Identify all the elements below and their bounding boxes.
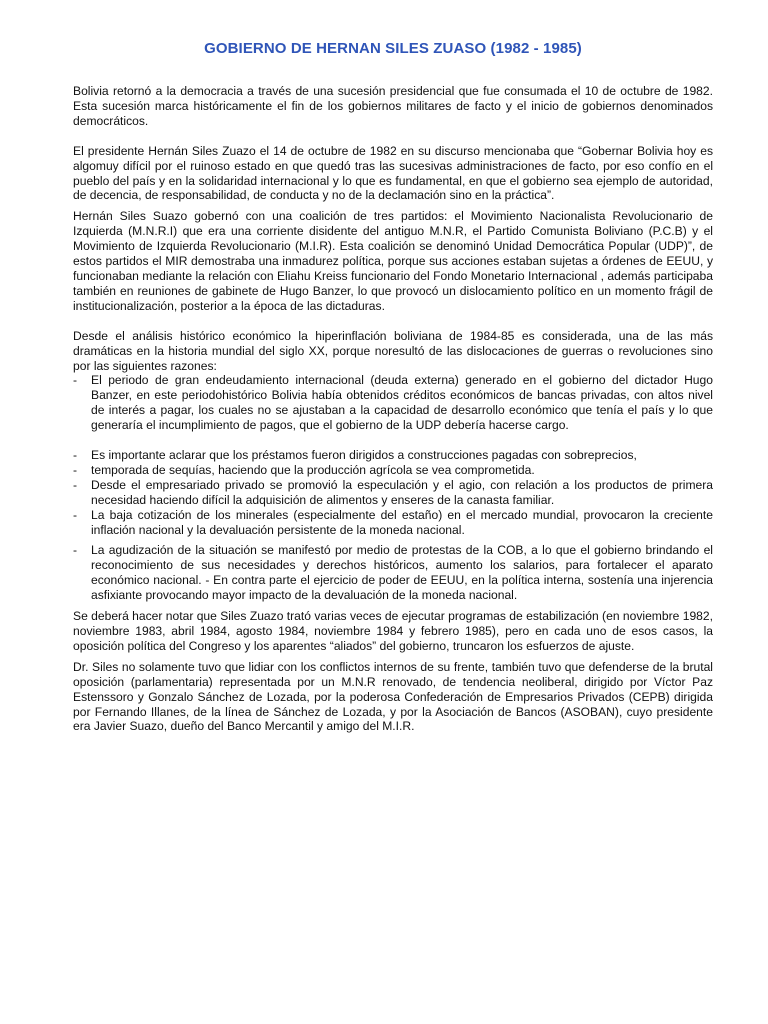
paragraph-stabilization: Se deberá hacer notar que Siles Zuazo trató varias veces de ejecutar programas de estabilización (en noviembre 1982, noviembre 1983, abril 1984, agosto 1984, noviembre 1984 y febrero 1985), pero en cada uno de esos casos, la oposición política del Congreso y los aparentes “aliados” del gobierno, truncaron los esfuerzos de ajuste. — [73, 609, 713, 653]
list-item-text: Desde el empresariado privado se promovió la especulación y el agio, con relación a los productos de primera necesidad haciendo difícil la adquisición de alimentos y enseres de la canasta familiar. — [91, 477, 713, 507]
bullet-dash: - — [73, 543, 78, 558]
paragraph-spacer — [73, 433, 713, 448]
bullet-dash: - — [73, 373, 78, 388]
list-item — [73, 448, 713, 463]
list-item — [73, 508, 713, 538]
list-item — [73, 373, 713, 433]
paragraph-opposition: Dr. Siles no solamente tuvo que lidiar con los conflictos internos de su frente, también tuvo que defenderse de la brutal oposición (parlamentaria) representada por un M.N.R renovado, de tendencia neoliberal, dirigido por Víctor Paz Estenssoro y Gonzalo Sánchez de Lozada, por la poderosa Confederación de Empresarios Privados (CEPB) dirigida por Fernando Illanes, de la línea de Sánchez de Lozada, y por la Asociación de Bancos (ASOBAN), cuyo presidente era Javier Suazo, dueño del Banco Mercantil y amigo del M.I.R. — [73, 659, 713, 734]
list-item-text: La baja cotización de los minerales (especialmente del estaño) en el mercado mundial, provocaron la creciente inflación nacional y la devaluación persistente de la moneda nacional. — [91, 507, 713, 537]
paragraph-spacer — [73, 314, 713, 329]
bullet-dash: - — [73, 507, 78, 522]
bullet-dash: - — [73, 448, 78, 463]
bullet-dash: - — [73, 477, 78, 492]
paragraph-spacer — [73, 129, 713, 144]
paragraph-intro: Bolivia retornó a la democracia a través de una sucesión presidencial que fue consumada el 10 de octubre de 1982. Esta sucesión marca históricamente el fin de los gobiernos militares de facto y el inicio de gobiernos denominados democráticos. — [73, 84, 713, 128]
document-page — [73, 40, 713, 734]
list-item — [73, 463, 713, 478]
page-title: GOBIERNO DE HERNAN SILES ZUASO (1982 - 1985) — [204, 40, 582, 57]
reasons-list-causes — [73, 448, 713, 537]
list-item-text: La agudización de la situación se manifestó por medio de protestas de la COB, a lo que el gobierno brindando el reconocimiento de sus necesidades y derechos históricos, aumento los salarios, para fortalecer el aparato económico nacional. - En contra parte el ejercicio de poder de EEUU, en la política interna, sostenía una injerencia asfixiante provocando mayor impacto de la devaluación de la moneda nacional. — [91, 543, 713, 603]
paragraph-speech-quote: El presidente Hernán Siles Zuazo el 14 de octubre de 1982 en su discurso mencionaba que “Gobernar Bolivia hoy es algomuy difícil por el ruinoso estado en que quedó tras las sucesivas administraciones de facto, por eso confío en el pueblo del país y en la solidaridad internacional y lo que es fundamental, en que el gobierno sea ejemplo de autoridad, de decencia, de responsabilidad, de conducta y no de la declamación sino en la práctica”. — [73, 143, 713, 203]
list-item — [73, 478, 713, 508]
bullet-dash: - — [73, 462, 78, 477]
list-item-text: El periodo de gran endeudamiento internacional (deuda externa) generado en el gobierno del dictador Hugo Banzer, en este periodohistórico Bolivia había obtenidos créditos económicos de bancas privadas, con altos nivel de interés a pagar, los cuales no se ajustaban a la capacidad de desarrollo económico que tenía el país y lo que generaría el incumplimiento de pagos, que el gobierno de la UDP debería hacerse cargo. — [91, 373, 713, 433]
list-item — [73, 543, 713, 603]
paragraph-hyperinflation: Desde el análisis histórico económico la hiperinflación boliviana de 1984-85 es considerada, una de las más dramáticas en la historia mundial del siglo XX, porque noresultó de las dislocaciones de guerras o revoluciones sino por las siguientes razones: — [73, 328, 713, 373]
list-item-text: Es importante aclarar que los préstamos fueron dirigidos a construcciones pagadas con sobreprecios, — [91, 448, 637, 463]
list-item-text: temporada de sequías, haciendo que la producción agrícola se vea comprometida. — [91, 462, 535, 477]
paragraph-coalition: Hernán Siles Suazo gobernó con una coalición de tres partidos: el Movimiento Nacionalista Revolucionario de Izquierda (M.N.R.I) que era una corriente disidente del antiguo M.N.R, el Partido Comunista Boliviano (P.C.B) y el Movimiento de Izquierda Revolucionario (M.I.R). Esta coalición se denominó Unidad Democrática Popular (UDP)”, de estos partidos el MIR demostraba una inmadurez política, porque sus acciones estaban sujetas a órdenes de EEUU, y funcionaban mediante la relación con Eliahu Kreiss funcionario del Fondo Monetario Internacional , además participaba también en reuniones de gabinete de Hugo Banzer, lo que provocó un dislocamiento político en un momento frágil de institucionalización, posterior a la época de las dictaduras. — [73, 209, 713, 313]
reasons-list-protests — [73, 543, 713, 603]
reasons-list-debt — [73, 373, 713, 433]
